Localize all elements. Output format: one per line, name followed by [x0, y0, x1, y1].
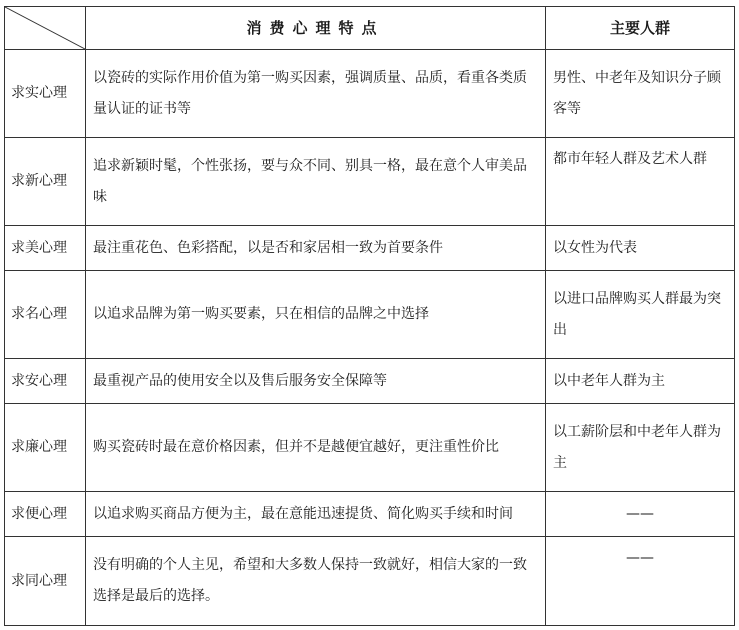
row-feature: 追求新颖时髦，个性张扬，要与众不同、别具一格，最在意个人审美品味 [86, 138, 546, 226]
table-row [5, 359, 735, 404]
consumer-psychology-table-container [4, 6, 734, 625]
table-row [5, 537, 735, 626]
table-row [5, 271, 735, 359]
table-row [5, 226, 735, 271]
row-group: 以进口品牌购买人群最为突出 [546, 271, 735, 359]
row-group: 都市年轻人群及艺术人群 [546, 138, 735, 226]
row-type: 求安心理 [5, 359, 86, 404]
row-feature: 以追求购买商品方便为主，最在意能迅速提货、简化购买手续和时间 [86, 492, 546, 537]
corner-diagonal-cell [5, 7, 86, 50]
row-type: 求廉心理 [5, 404, 86, 492]
row-feature: 购买瓷砖时最在意价格因素，但并不是越便宜越好，更注重性价比 [86, 404, 546, 492]
row-type: 求名心理 [5, 271, 86, 359]
row-group: —— [546, 492, 735, 537]
row-feature: 最注重花色、色彩搭配，以是否和家居相一致为首要条件 [86, 226, 546, 271]
row-feature: 没有明确的个人主见，希望和大多数人保持一致就好，相信大家的一致选择是最后的选择。 [86, 537, 546, 626]
diagonal-line [5, 7, 85, 49]
table-row [5, 404, 735, 492]
row-group: 以工薪阶层和中老年人群为主 [546, 404, 735, 492]
header-row [5, 7, 735, 50]
row-group: 以中老年人群为主 [546, 359, 735, 404]
row-feature: 最重视产品的使用安全以及售后服务安全保障等 [86, 359, 546, 404]
row-type: 求美心理 [5, 226, 86, 271]
consumer-psychology-table [4, 6, 735, 626]
row-type: 求便心理 [5, 492, 86, 537]
row-feature: 以瓷砖的实际作用价值为第一购买因素，强调质量、品质，看重各类质量认证的证书等 [86, 50, 546, 138]
table-row [5, 492, 735, 537]
header-feature: 消费心理特点 [86, 7, 546, 50]
row-type: 求新心理 [5, 138, 86, 226]
row-type: 求实心理 [5, 50, 86, 138]
row-group: —— [546, 537, 735, 626]
row-feature: 以追求品牌为第一购买要素，只在相信的品牌之中选择 [86, 271, 546, 359]
table-row [5, 138, 735, 226]
row-type: 求同心理 [5, 537, 86, 626]
row-group: 以女性为代表 [546, 226, 735, 271]
table-row [5, 50, 735, 138]
header-group: 主要人群 [546, 7, 735, 50]
row-group: 男性、中老年及知识分子顾客等 [546, 50, 735, 138]
